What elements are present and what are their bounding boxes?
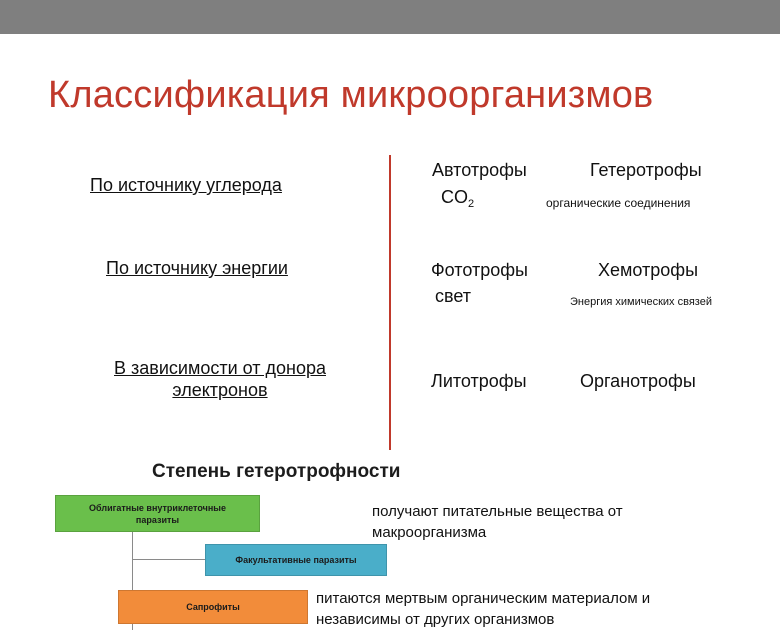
type-heterotrophs: Гетеротрофы (590, 160, 702, 180)
desc-saprophytes: питаются мертвым органическим материалом и независимы от других организмов (316, 590, 651, 628)
heterotrophy-title: Степень гетеротрофности (152, 461, 401, 482)
source-co2-text: CO (441, 187, 468, 207)
source-light: свет (435, 286, 472, 306)
type-lithotrophs: Литотрофы (431, 371, 527, 391)
source-organic-compounds: органические соединения (546, 196, 691, 210)
connector-to-facultative (132, 559, 205, 560)
source-chemical-bond-energy: Энергия химических связей (570, 296, 712, 308)
level-saprophytes-label: Сапрофиты (186, 602, 240, 612)
criterion-electron-donor: В зависимости от донора электронов (114, 358, 326, 400)
slide-title: Классификация микроорганизмов (48, 74, 654, 116)
level-facultative-parasites (205, 544, 387, 576)
level-saprophytes (118, 590, 308, 624)
type-organotrophs: Органотрофы (580, 371, 696, 391)
criterion-carbon: По источнику углерода (90, 175, 282, 195)
type-autotrophs: Автотрофы (432, 160, 527, 180)
desc-parasites: получают питательные вещества от макроорганизма (372, 503, 623, 541)
level-obligate-parasites-label: Облигатные внутриклеточные паразиты (89, 502, 226, 525)
level-obligate-parasites (55, 495, 260, 532)
top-bar (0, 0, 780, 34)
type-phototrophs: Фототрофы (431, 260, 528, 280)
source-co2 (441, 187, 474, 210)
type-chemotrophs: Хемотрофы (598, 260, 699, 280)
vertical-divider (389, 155, 391, 450)
source-co2-subscript: 2 (468, 198, 475, 210)
criterion-energy: По источнику энергии (106, 258, 288, 278)
level-facultative-parasites-label: Факультативные паразиты (235, 555, 357, 565)
